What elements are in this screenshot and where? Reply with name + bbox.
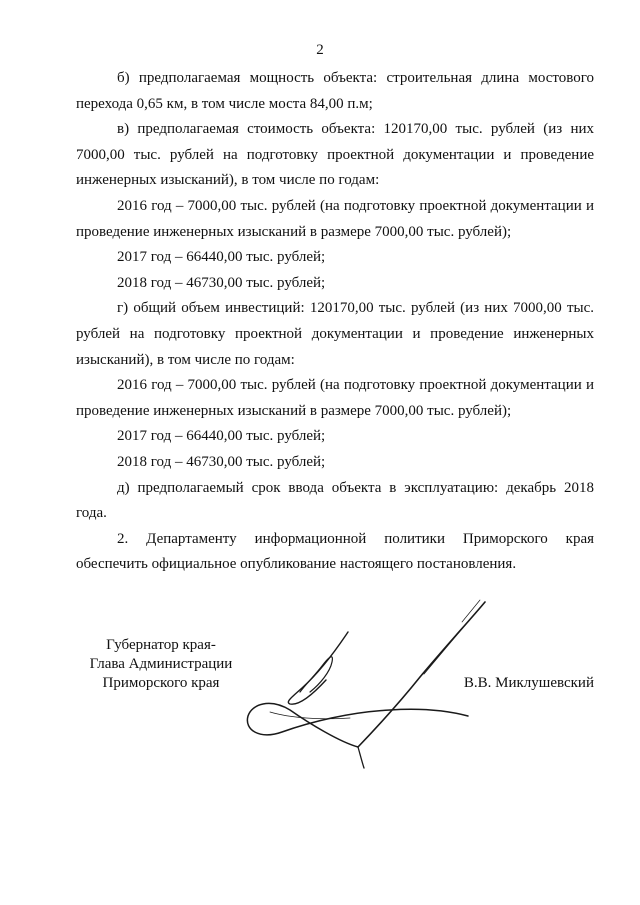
signer-title [76, 636, 246, 693]
paragraph-commissioning: д) предполагаемый срок ввода объекта в эксплуатацию: декабрь 2018 года. [76, 479, 594, 522]
paragraph-cost-2017: 2017 год – 66440,00 тыс. рублей; [117, 249, 326, 266]
paragraph-investment: г) общий объем инвестиций: 120170,00 тыс. рублей (из них 7000,00 тыс. рублей на подготовку проектной документации и проведение инженерных изысканий), в том числе по годам: [76, 300, 594, 368]
paragraph-capacity: б) предполагаемая мощность объекта: строительная длина мостового перехода 0,65 км, в том числе моста 84,00 п.м; [76, 70, 594, 112]
signer-title-line: Глава Администрации [89, 656, 233, 672]
paragraph-publication: 2. Департаменту информационной политики Приморского края обеспечить официальное опубликование настоящего постановления. [76, 530, 594, 573]
paragraph-investment-2017: 2017 год – 66440,00 тыс. рублей; [117, 428, 326, 445]
signer-title-line: Приморского края [102, 675, 220, 691]
signer-name: В.В. Миклушевский [463, 675, 594, 691]
signer-title-line: Губернатор края- [106, 637, 216, 653]
paragraph-investment-2016: 2016 год – 7000,00 тыс. рублей (на подготовку проектной документации и проведение инженерных изысканий в размере 7000,00 тыс. рублей); [76, 377, 594, 419]
page-number: 2 [316, 42, 324, 58]
document-body [76, 66, 594, 578]
paragraph-investment-2018: 2018 год – 46730,00 тыс. рублей; [117, 453, 326, 470]
signature-block [0, 636, 640, 756]
paragraph-cost-2016: 2016 год – 7000,00 тыс. рублей (на подготовку проектной документации и проведение инженерных изысканий в размере 7000,00 тыс. рублей); [76, 197, 594, 240]
paragraph-cost: в) предполагаемая стоимость объекта: 120170,00 тыс. рублей (из них 7000,00 тыс. рублей на подготовку проектной документации и проведение инженерных изысканий), в том числе по годам: [76, 121, 594, 189]
paragraph-cost-2018: 2018 год – 46730,00 тыс. рублей; [117, 274, 326, 291]
handwritten-signature [230, 592, 500, 772]
